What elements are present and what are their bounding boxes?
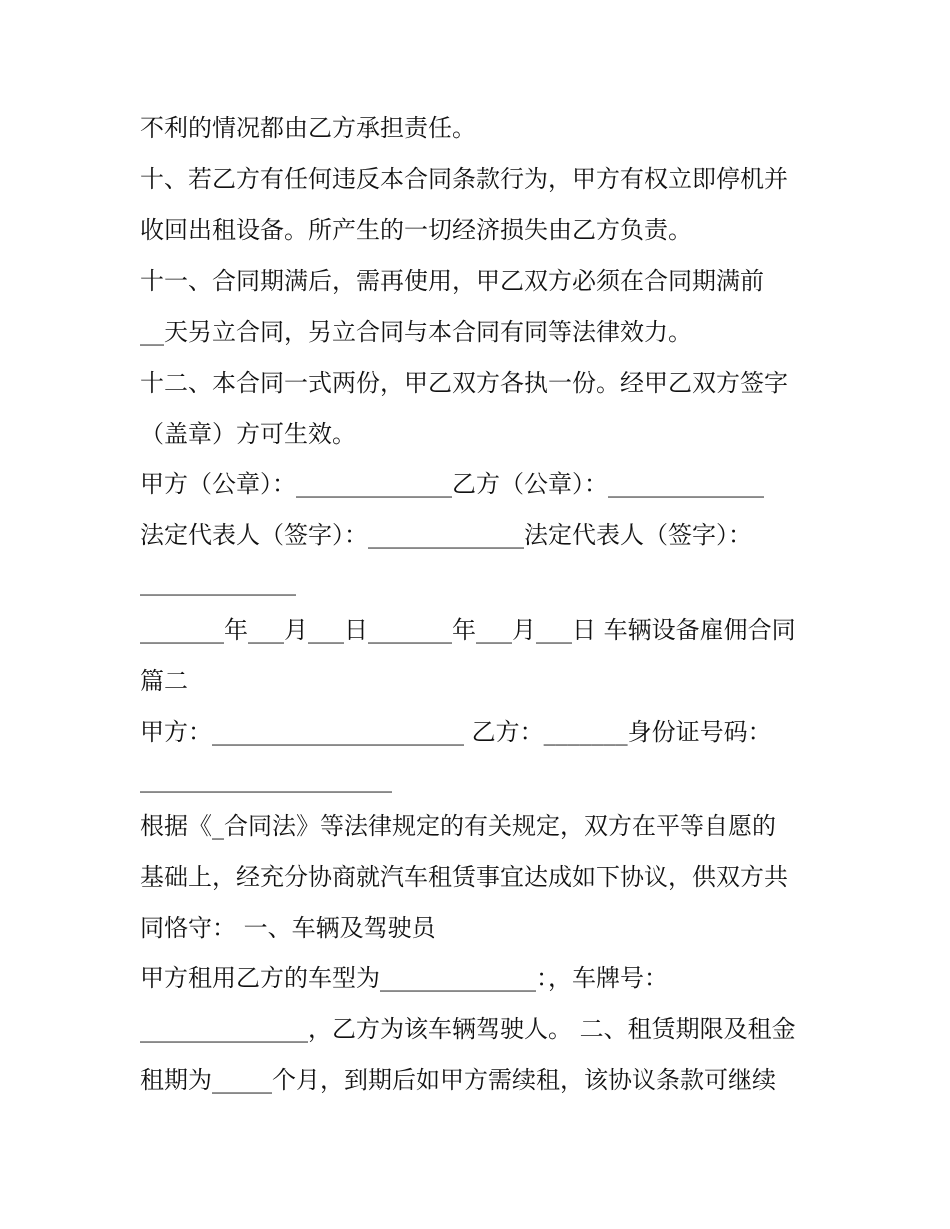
text-line: 甲方租用乙方的车型为_____________：，车牌号： bbox=[140, 964, 668, 992]
signature-line: 甲方（公章）：_____________乙方（公章）：_____________ bbox=[140, 470, 764, 498]
date-line: _______年___月___日_______年___月___日 车辆设备雇佣合同 bbox=[140, 616, 796, 644]
text-line: 同恪守： 一、车辆及驾驶员 bbox=[140, 914, 436, 942]
text-line: 不利的情况都由乙方承担责任。 bbox=[140, 114, 476, 142]
text-line: 收回出租设备。所产生的一切经济损失由乙方负责。 bbox=[140, 216, 692, 244]
text-line: （盖章）方可生效。 bbox=[140, 420, 356, 448]
party-line: 甲方：_____________________ 乙方：_______身份证号码： bbox=[140, 718, 772, 746]
signature-line: 法定代表人（签字）：_____________法定代表人（签字）： bbox=[140, 521, 752, 549]
text-line: 十二、本合同一式两份，甲乙双方各执一份。经甲乙双方签字 bbox=[140, 369, 788, 397]
text-line: 十一、合同期满后，需再使用，甲乙双方必须在合同期满前 bbox=[140, 267, 764, 295]
text-line: 根据《_合同法》等法律规定的有关规定，双方在平等自愿的 bbox=[140, 812, 776, 840]
text-line: ______________，乙方为该车辆驾驶人。 二、租赁期限及租金 bbox=[140, 1015, 796, 1043]
section-heading: 篇二 bbox=[140, 667, 188, 695]
text-line: __天另立合同，另立合同与本合同有同等法律效力。 bbox=[140, 318, 692, 346]
text-line: 租期为_____个月，到期后如甲方需续租，该协议条款可继续 bbox=[140, 1066, 776, 1094]
signature-blank: _____________ bbox=[140, 568, 296, 596]
party-blank: _____________________ bbox=[140, 765, 392, 793]
text-line: 十、若乙方有任何违反本合同条款行为，甲方有权立即停机并 bbox=[140, 165, 788, 193]
text-line: 基础上，经充分协商就汽车租赁事宜达成如下协议，供双方共 bbox=[140, 863, 788, 891]
